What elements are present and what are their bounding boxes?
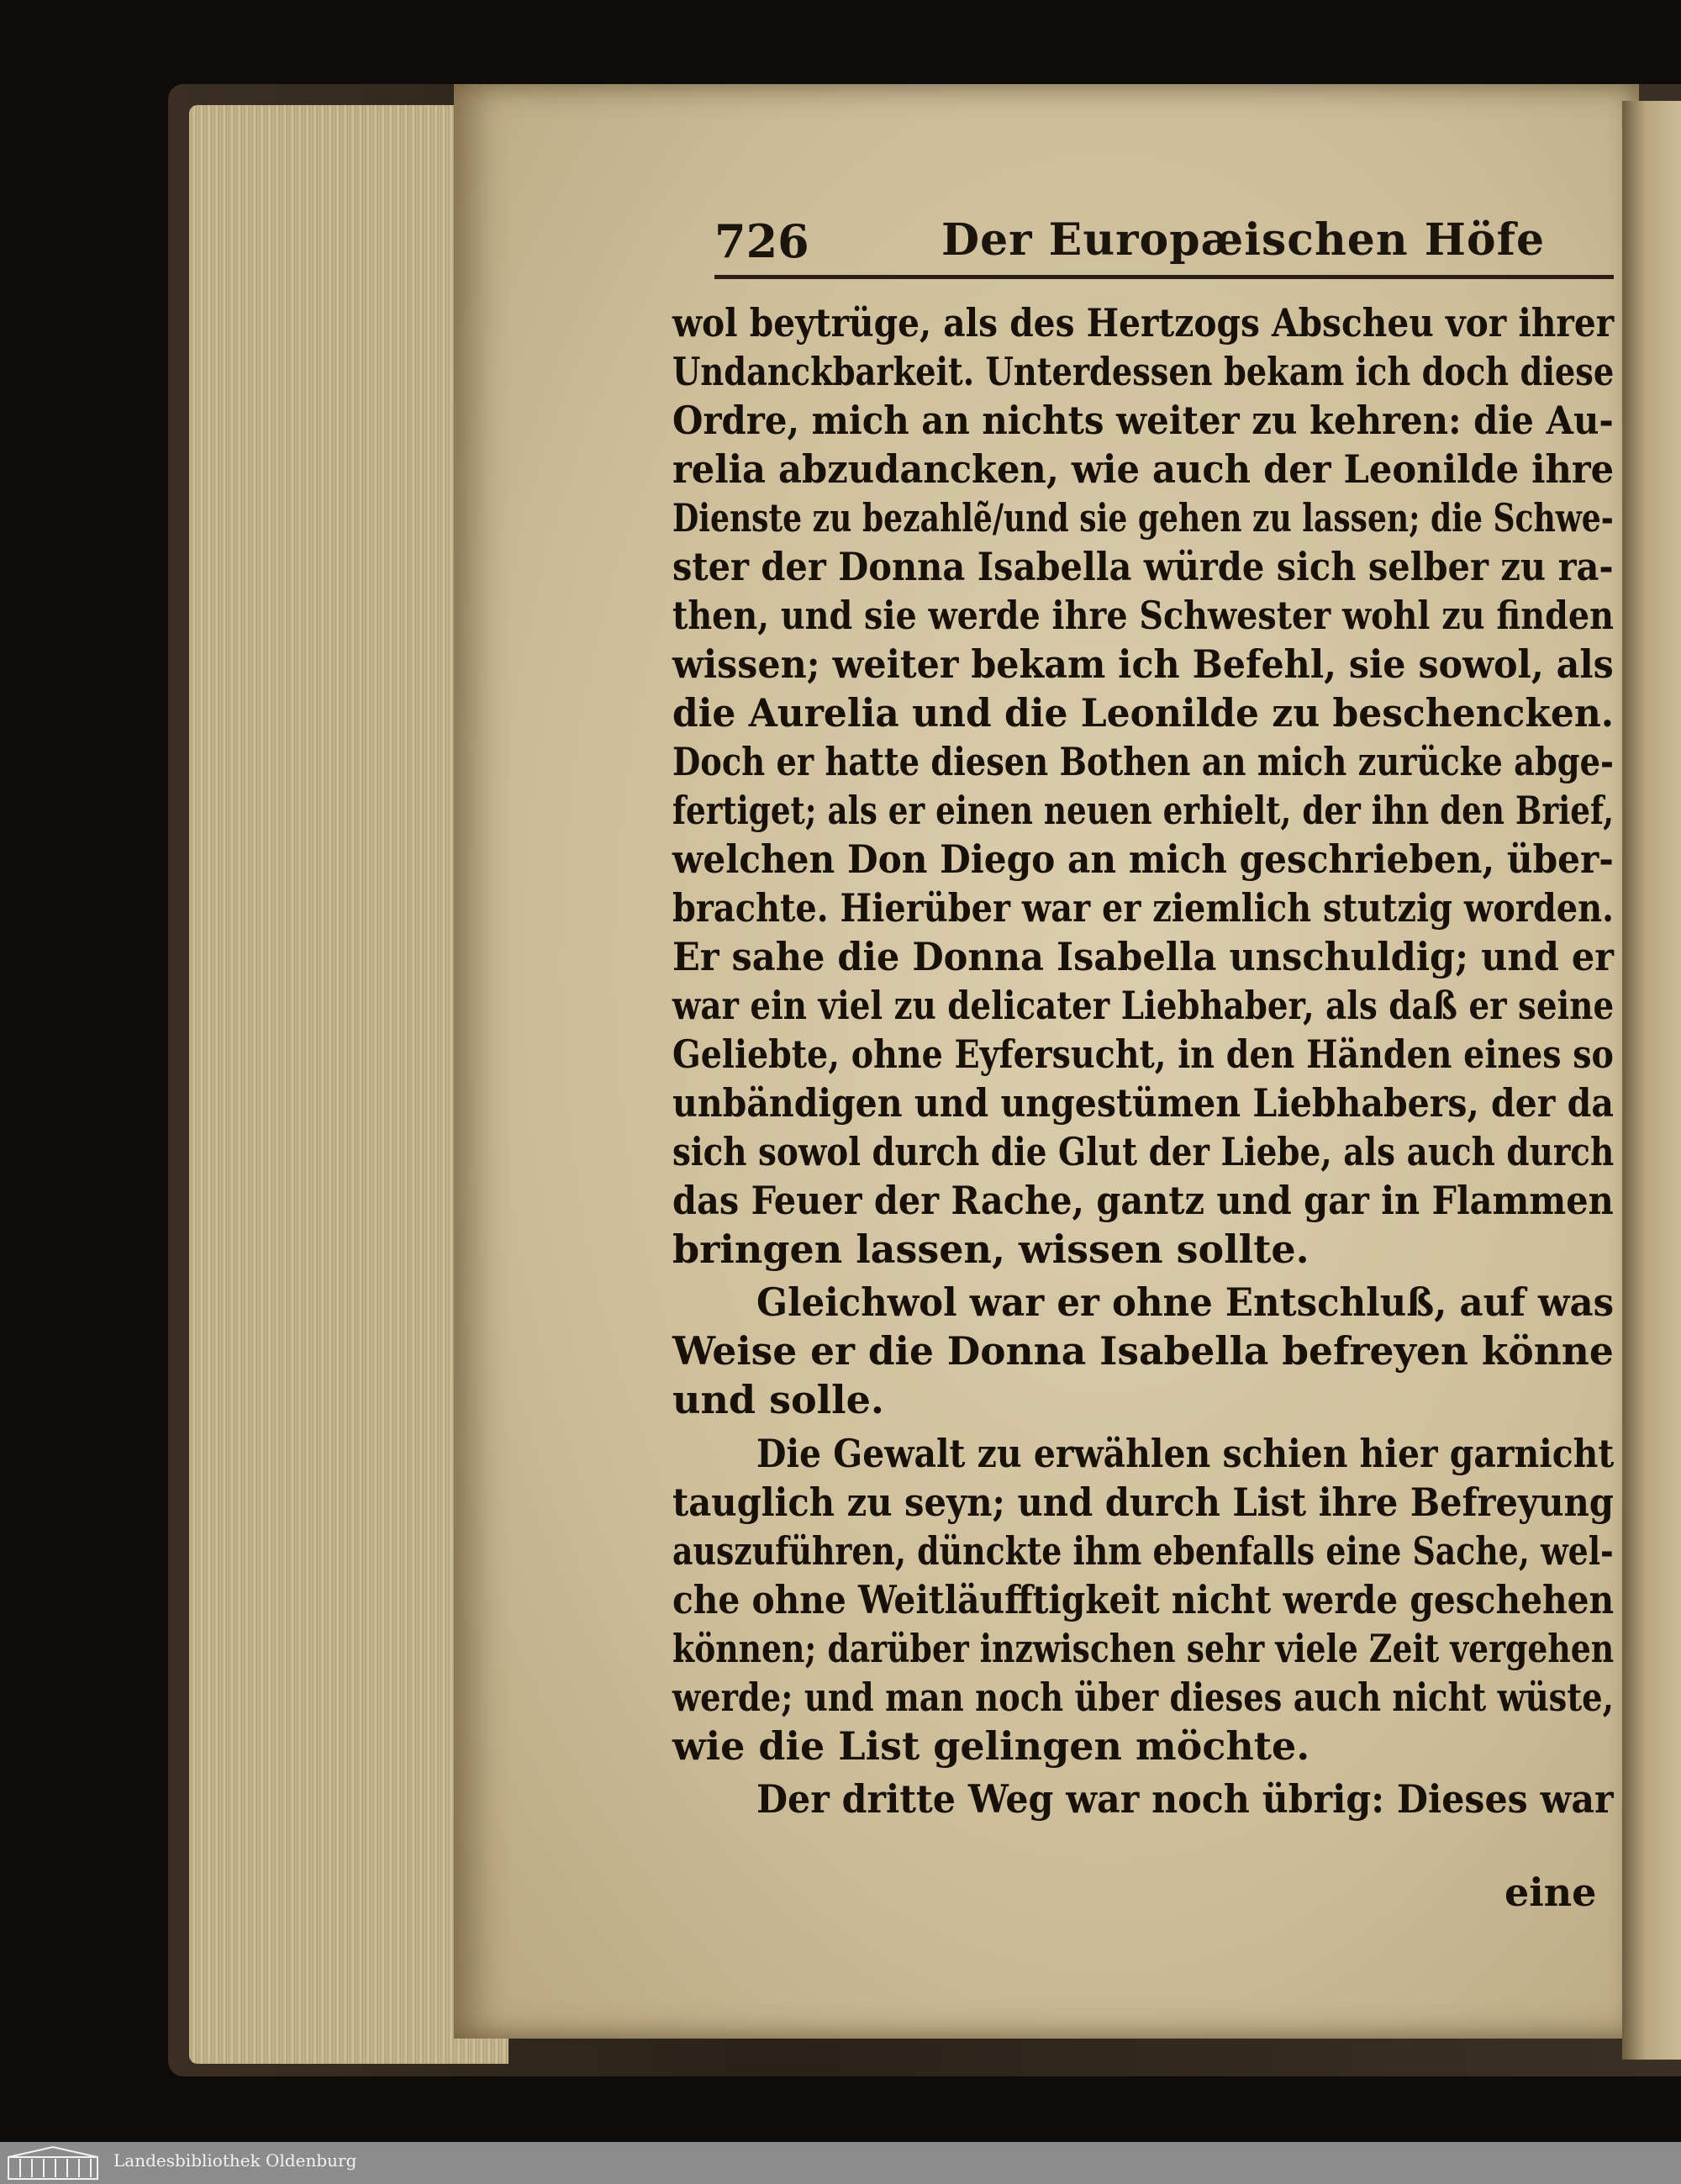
- text-line: können; darüber inzwischen sehr viele Zeit vergehen: [672, 1626, 1615, 1671]
- header-rule: [714, 275, 1614, 279]
- text-line: Undanckbarkeit. Unterdessen bekam ich doch diese: [672, 349, 1615, 394]
- text-line: tauglich zu seyn; und durch List ihre Befreyung: [672, 1480, 1614, 1525]
- text-line: Die Gewalt zu erwählen schien hier garnicht: [756, 1431, 1615, 1476]
- text-line: Er sahe die Donna Isabella unschuldig; und er: [672, 934, 1614, 979]
- catchword: eine: [1504, 1870, 1597, 1915]
- text-line: welchen Don Diego an mich geschrieben, über-: [672, 836, 1614, 882]
- text-line: Der dritte Weg war noch übrig: Dieses war: [756, 1776, 1614, 1822]
- text-line: fertiget; als er einen neuen erhielt, der ihn den Brief,: [672, 788, 1615, 833]
- text-line: wie die List gelingen möchte.: [672, 1723, 1310, 1769]
- text-line: Dienste zu bezahlẽ/und sie gehen zu lassen; die Schwe-: [672, 495, 1614, 541]
- text-line: unbändigen und ungestümen Liebhabers, der da: [672, 1080, 1614, 1126]
- text-line: che ohne Weitläufftigkeit nicht werde geschehen: [672, 1577, 1615, 1622]
- running-title: Der Europæischen Höfe: [941, 214, 1546, 266]
- text-line: brachte. Hierüber war er ziemlich stutzig worden.: [672, 885, 1614, 931]
- text-line: das Feuer der Rache, gantz und gar in Flammen: [672, 1178, 1614, 1223]
- text-line: bringen lassen, wissen sollte.: [672, 1227, 1309, 1272]
- text-line: und solle.: [672, 1377, 884, 1422]
- page-header: [714, 214, 1614, 290]
- text-line: Gleichwol war er ohne Entschluß, auf was: [756, 1279, 1615, 1325]
- text-line: Weise er die Donna Isabella befreyen könne: [672, 1328, 1614, 1374]
- page-number: 726: [714, 214, 809, 268]
- text-line: Doch er hatte diesen Bothen an mich zurücke abge-: [672, 739, 1614, 784]
- text-line: ster der Donna Isabella würde sich selber zu ra-: [672, 544, 1614, 589]
- page-gutter: [1622, 101, 1681, 2060]
- library-logo-icon: [7, 2145, 99, 2181]
- text-line: sich sowol durch die Glut der Liebe, als auch durch: [672, 1129, 1615, 1174]
- text-line: Geliebte, ohne Eyfersucht, in den Händen eines so: [672, 1031, 1614, 1077]
- text-line: Ordre, mich an nichts weiter zu kehren: die Au-: [672, 398, 1614, 443]
- text-line: wissen; weiter bekam ich Befehl, sie sowol, als: [672, 641, 1614, 687]
- text-line: die Aurelia und die Leonilde zu beschencken.: [672, 690, 1615, 736]
- text-line: relia abzudancken, wie auch der Leonilde ihre: [672, 446, 1615, 492]
- footer-bar: [0, 2142, 1681, 2184]
- text-line: then, und sie werde ihre Schwester wohl zu finden: [672, 593, 1614, 638]
- library-name: Landesbibliothek Oldenburg: [113, 2150, 357, 2171]
- text-line: wol beytrüge, als des Hertzogs Abscheu vor ihrer: [672, 300, 1615, 346]
- text-line: auszuführen, dünckte ihm ebenfalls eine Sache, wel-: [672, 1528, 1614, 1574]
- text-line: war ein viel zu delicater Liebhaber, als daß er seine: [672, 983, 1615, 1028]
- text-line: werde; und man noch über dieses auch nicht wüste,: [672, 1675, 1614, 1720]
